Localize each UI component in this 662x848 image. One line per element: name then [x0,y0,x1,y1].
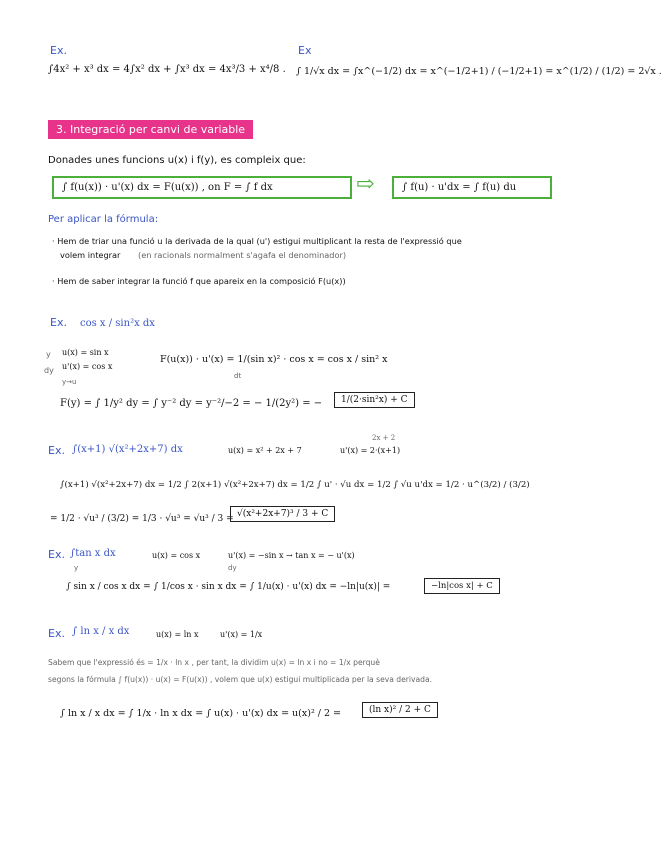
example-label: Ex. [50,44,67,57]
ex1-du: u'(x) = cos x [62,362,113,371]
ex2-u: u(x) = x² + 2x + 7 [228,446,302,455]
ex3-line: ∫ sin x / cos x dx = ∫ 1/cos x · sin x dx = ∫ 1/u(x) · u'(x) dx = −ln|u(x)| = [66,582,391,592]
bullet-1-cont: volem integrar [60,250,121,260]
ex3-du: u'(x) = −sin x → tan x = − u'(x) [228,551,355,560]
example-label: Ex. [50,316,67,329]
ex2-result: √(x²+2x+7)³ / 3 + C [230,506,335,522]
ex4-integrand: ∫ ln x / x dx [72,626,130,637]
dy-mark: dy [44,366,54,375]
ex4-u: u(x) = ln x [156,630,199,639]
ex1-y-arrow: y→u [62,378,77,386]
ex3-dy-mark: dy [228,564,237,572]
formula-root: ∫ 1/√x dx = ∫x^(−1/2) dx = x^(−1/2+1) / (−1/2+1) = x^(1/2) / (1/2) = 2√x . [296,66,662,77]
ex1-dt: dt [234,372,242,380]
bullet-1-note: (en racionals normalment s'agafa el denominador) [138,250,347,260]
ex1-step: F(y) = ∫ 1/y² dy = ∫ y⁻² dy = y⁻²/−2 = − 1/(2y²) = − [60,398,323,409]
arrow-icon: ⇨ [356,172,375,197]
y-mark: y [46,350,51,359]
example-label: Ex. [48,627,65,640]
ex4-note-1: Sabem que l'expressió és = 1/x · ln x , per tant, la dividim u(x) = ln x i no = 1/x perquè [48,658,380,667]
ex2-line2: = 1/2 · √u³ / (3/2) = 1/3 · √u³ = √u³ / 3 = [50,514,234,524]
ex3-y-mark: y [74,564,79,572]
example-label: Ex. [48,444,65,457]
ex4-result: (ln x)² / 2 + C [362,702,438,718]
ex3-u: u(x) = cos x [152,551,201,560]
apply-title: Per aplicar la fórmula: [48,214,159,225]
example-label: Ex. [48,548,65,561]
section-heading: 3. Integració per canvi de variable [48,120,253,139]
ex4-note-2: segons la fórmula ∫ f(u(x)) · u(x) = F(u(x)) , volem que u(x) estigui multiplicada per la seva derivada. [48,675,433,684]
intro-text: Donades unes funcions u(x) i f(y), es compleix que: [48,155,306,166]
ex4-du: u'(x) = 1/x [220,630,263,639]
bullet-2: · Hem de saber integrar la funció f que apareix en la composició F(u(x)) [52,276,346,286]
ex2-integrand: ∫(x+1) √(x²+2x+7) dx [72,444,183,455]
bullet-1: · Hem de triar una funció u la derivada de la qual (u') estigui multiplicant la resta de l'expressió que [52,236,462,246]
ex2-du: u'(x) = 2·(x+1) [340,446,401,455]
ex1-substitution: F(u(x)) · u'(x) = 1/(sin x)² · cos x = cos x / sin² x [160,354,388,365]
ex2-line1: ∫(x+1) √(x²+2x+7) dx = 1/2 ∫ 2(x+1) √(x²+2x+7) dx = 1/2 ∫ u' · √u dx = 1/2 ∫ √u u'dx = 1/2 · u^(3/2) / (3/2) [60,480,530,490]
ex1-result: 1/(2·sin²x) + C [334,392,415,408]
ex3-integrand: ∫tan x dx [70,548,116,559]
formula-box-main: ∫ f(u(x)) · u'(x) dx = F(u(x)) , on F = ∫ f dx [52,176,352,199]
ex3-result: −ln|cos x| + C [424,578,500,594]
ex1-integrand: cos x / sin²x dx [80,318,155,329]
ex2-du-top: 2x + 2 [372,434,396,442]
formula-power-sum: ∫4x² + x³ dx = 4∫x² dx + ∫x³ dx = 4x³/3 + x⁴/8 . [48,64,286,75]
ex1-u: u(x) = sin x [62,348,109,357]
formula-box-du: ∫ f(u) · u'dx = ∫ f(u) du [392,176,552,199]
example-label: Ex [298,44,312,57]
ex4-line: ∫ ln x / x dx = ∫ 1/x · ln x dx = ∫ u(x) · u'(x) dx = u(x)² / 2 = [60,708,342,719]
